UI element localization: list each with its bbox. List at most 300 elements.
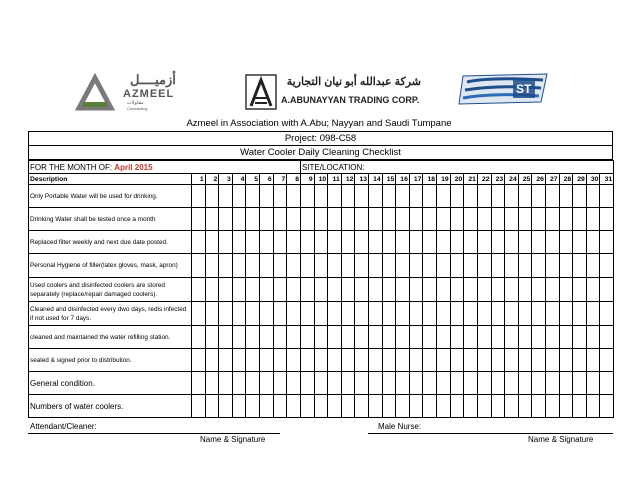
- day-check-cell[interactable]: [423, 349, 437, 372]
- day-check-cell[interactable]: [532, 372, 546, 395]
- day-check-cell[interactable]: [559, 254, 573, 278]
- day-check-cell[interactable]: [232, 231, 246, 254]
- day-check-cell[interactable]: [559, 231, 573, 254]
- day-check-cell[interactable]: [573, 208, 587, 231]
- day-check-cell[interactable]: [600, 326, 614, 349]
- day-check-cell[interactable]: [341, 372, 355, 395]
- day-check-cell[interactable]: [219, 372, 233, 395]
- day-check-cell[interactable]: [300, 349, 314, 372]
- day-check-cell[interactable]: [192, 254, 206, 278]
- day-check-cell[interactable]: [192, 395, 206, 418]
- day-check-cell[interactable]: [573, 254, 587, 278]
- day-check-cell[interactable]: [205, 231, 219, 254]
- day-check-cell[interactable]: [355, 208, 369, 231]
- day-check-cell[interactable]: [355, 395, 369, 418]
- day-check-cell[interactable]: [246, 231, 260, 254]
- day-check-cell[interactable]: [287, 231, 301, 254]
- day-check-cell[interactable]: [287, 395, 301, 418]
- day-check-cell[interactable]: [355, 278, 369, 302]
- day-check-cell[interactable]: [314, 349, 328, 372]
- day-check-cell[interactable]: [260, 349, 274, 372]
- day-check-cell[interactable]: [246, 349, 260, 372]
- day-check-cell[interactable]: [273, 208, 287, 231]
- day-check-cell[interactable]: [545, 254, 559, 278]
- day-check-cell[interactable]: [437, 254, 451, 278]
- day-check-cell[interactable]: [287, 349, 301, 372]
- day-check-cell[interactable]: [600, 278, 614, 302]
- day-check-cell[interactable]: [219, 208, 233, 231]
- day-check-cell[interactable]: [464, 395, 478, 418]
- day-check-cell[interactable]: [396, 278, 410, 302]
- day-check-cell[interactable]: [232, 349, 246, 372]
- day-check-cell[interactable]: [409, 231, 423, 254]
- day-check-cell[interactable]: [314, 395, 328, 418]
- day-check-cell[interactable]: [532, 278, 546, 302]
- day-check-cell[interactable]: [464, 231, 478, 254]
- day-check-cell[interactable]: [545, 208, 559, 231]
- day-check-cell[interactable]: [586, 302, 600, 326]
- day-check-cell[interactable]: [369, 278, 383, 302]
- day-check-cell[interactable]: [573, 185, 587, 208]
- day-check-cell[interactable]: [518, 302, 532, 326]
- day-check-cell[interactable]: [600, 302, 614, 326]
- day-check-cell[interactable]: [192, 231, 206, 254]
- day-check-cell[interactable]: [287, 208, 301, 231]
- day-check-cell[interactable]: [491, 278, 505, 302]
- day-check-cell[interactable]: [246, 254, 260, 278]
- day-check-cell[interactable]: [287, 302, 301, 326]
- day-check-cell[interactable]: [219, 302, 233, 326]
- day-check-cell[interactable]: [491, 372, 505, 395]
- day-check-cell[interactable]: [341, 231, 355, 254]
- day-check-cell[interactable]: [205, 349, 219, 372]
- day-check-cell[interactable]: [409, 278, 423, 302]
- day-check-cell[interactable]: [409, 372, 423, 395]
- day-check-cell[interactable]: [396, 395, 410, 418]
- day-check-cell[interactable]: [205, 302, 219, 326]
- day-check-cell[interactable]: [423, 208, 437, 231]
- day-check-cell[interactable]: [314, 185, 328, 208]
- day-check-cell[interactable]: [518, 326, 532, 349]
- day-check-cell[interactable]: [586, 395, 600, 418]
- day-check-cell[interactable]: [287, 185, 301, 208]
- day-check-cell[interactable]: [518, 185, 532, 208]
- day-check-cell[interactable]: [273, 349, 287, 372]
- day-check-cell[interactable]: [219, 254, 233, 278]
- day-check-cell[interactable]: [328, 278, 342, 302]
- day-check-cell[interactable]: [559, 349, 573, 372]
- day-check-cell[interactable]: [314, 254, 328, 278]
- day-check-cell[interactable]: [355, 372, 369, 395]
- day-check-cell[interactable]: [300, 395, 314, 418]
- day-check-cell[interactable]: [192, 208, 206, 231]
- day-check-cell[interactable]: [300, 208, 314, 231]
- day-check-cell[interactable]: [464, 278, 478, 302]
- day-check-cell[interactable]: [328, 395, 342, 418]
- day-check-cell[interactable]: [559, 372, 573, 395]
- day-check-cell[interactable]: [369, 372, 383, 395]
- day-check-cell[interactable]: [573, 395, 587, 418]
- day-check-cell[interactable]: [355, 231, 369, 254]
- day-check-cell[interactable]: [491, 349, 505, 372]
- day-check-cell[interactable]: [518, 231, 532, 254]
- day-check-cell[interactable]: [260, 395, 274, 418]
- day-check-cell[interactable]: [409, 254, 423, 278]
- day-check-cell[interactable]: [355, 302, 369, 326]
- day-check-cell[interactable]: [205, 254, 219, 278]
- day-check-cell[interactable]: [205, 372, 219, 395]
- day-check-cell[interactable]: [600, 372, 614, 395]
- day-check-cell[interactable]: [573, 349, 587, 372]
- day-check-cell[interactable]: [409, 208, 423, 231]
- day-check-cell[interactable]: [600, 395, 614, 418]
- day-check-cell[interactable]: [382, 278, 396, 302]
- day-check-cell[interactable]: [396, 254, 410, 278]
- day-check-cell[interactable]: [232, 254, 246, 278]
- day-check-cell[interactable]: [518, 372, 532, 395]
- day-check-cell[interactable]: [600, 231, 614, 254]
- day-check-cell[interactable]: [273, 185, 287, 208]
- day-check-cell[interactable]: [246, 372, 260, 395]
- day-check-cell[interactable]: [369, 208, 383, 231]
- day-check-cell[interactable]: [246, 302, 260, 326]
- day-check-cell[interactable]: [559, 185, 573, 208]
- day-check-cell[interactable]: [287, 278, 301, 302]
- day-check-cell[interactable]: [382, 349, 396, 372]
- day-check-cell[interactable]: [341, 395, 355, 418]
- day-check-cell[interactable]: [369, 349, 383, 372]
- day-check-cell[interactable]: [328, 254, 342, 278]
- day-check-cell[interactable]: [396, 326, 410, 349]
- day-check-cell[interactable]: [287, 254, 301, 278]
- day-check-cell[interactable]: [314, 372, 328, 395]
- day-check-cell[interactable]: [341, 185, 355, 208]
- day-check-cell[interactable]: [491, 395, 505, 418]
- day-check-cell[interactable]: [409, 395, 423, 418]
- day-check-cell[interactable]: [369, 326, 383, 349]
- day-check-cell[interactable]: [532, 185, 546, 208]
- day-check-cell[interactable]: [382, 254, 396, 278]
- day-check-cell[interactable]: [205, 208, 219, 231]
- day-check-cell[interactable]: [260, 278, 274, 302]
- day-check-cell[interactable]: [260, 254, 274, 278]
- day-check-cell[interactable]: [300, 326, 314, 349]
- day-check-cell[interactable]: [532, 231, 546, 254]
- day-check-cell[interactable]: [600, 185, 614, 208]
- day-check-cell[interactable]: [532, 326, 546, 349]
- day-check-cell[interactable]: [246, 185, 260, 208]
- day-check-cell[interactable]: [518, 349, 532, 372]
- day-check-cell[interactable]: [328, 326, 342, 349]
- day-check-cell[interactable]: [192, 349, 206, 372]
- day-check-cell[interactable]: [396, 231, 410, 254]
- day-check-cell[interactable]: [219, 185, 233, 208]
- day-check-cell[interactable]: [545, 372, 559, 395]
- day-check-cell[interactable]: [369, 185, 383, 208]
- day-check-cell[interactable]: [205, 326, 219, 349]
- day-check-cell[interactable]: [450, 254, 464, 278]
- day-check-cell[interactable]: [273, 395, 287, 418]
- day-check-cell[interactable]: [545, 326, 559, 349]
- day-check-cell[interactable]: [409, 326, 423, 349]
- day-check-cell[interactable]: [246, 326, 260, 349]
- day-check-cell[interactable]: [192, 372, 206, 395]
- day-check-cell[interactable]: [219, 278, 233, 302]
- day-check-cell[interactable]: [600, 349, 614, 372]
- day-check-cell[interactable]: [573, 302, 587, 326]
- day-check-cell[interactable]: [505, 395, 519, 418]
- day-check-cell[interactable]: [437, 349, 451, 372]
- day-check-cell[interactable]: [409, 349, 423, 372]
- day-check-cell[interactable]: [341, 278, 355, 302]
- day-check-cell[interactable]: [518, 208, 532, 231]
- day-check-cell[interactable]: [477, 254, 491, 278]
- day-check-cell[interactable]: [464, 208, 478, 231]
- day-check-cell[interactable]: [464, 349, 478, 372]
- day-check-cell[interactable]: [491, 208, 505, 231]
- day-check-cell[interactable]: [314, 326, 328, 349]
- day-check-cell[interactable]: [219, 349, 233, 372]
- day-check-cell[interactable]: [559, 326, 573, 349]
- day-check-cell[interactable]: [287, 372, 301, 395]
- day-check-cell[interactable]: [341, 254, 355, 278]
- day-check-cell[interactable]: [437, 302, 451, 326]
- day-check-cell[interactable]: [464, 254, 478, 278]
- day-check-cell[interactable]: [532, 395, 546, 418]
- day-check-cell[interactable]: [273, 302, 287, 326]
- day-check-cell[interactable]: [505, 254, 519, 278]
- day-check-cell[interactable]: [205, 185, 219, 208]
- day-check-cell[interactable]: [260, 302, 274, 326]
- day-check-cell[interactable]: [328, 231, 342, 254]
- day-check-cell[interactable]: [545, 349, 559, 372]
- day-check-cell[interactable]: [314, 278, 328, 302]
- day-check-cell[interactable]: [369, 231, 383, 254]
- day-check-cell[interactable]: [423, 372, 437, 395]
- day-check-cell[interactable]: [545, 278, 559, 302]
- day-check-cell[interactable]: [260, 185, 274, 208]
- day-check-cell[interactable]: [450, 208, 464, 231]
- day-check-cell[interactable]: [205, 278, 219, 302]
- day-check-cell[interactable]: [382, 326, 396, 349]
- day-check-cell[interactable]: [205, 395, 219, 418]
- day-check-cell[interactable]: [437, 326, 451, 349]
- day-check-cell[interactable]: [505, 326, 519, 349]
- day-check-cell[interactable]: [369, 254, 383, 278]
- day-check-cell[interactable]: [232, 278, 246, 302]
- day-check-cell[interactable]: [382, 302, 396, 326]
- day-check-cell[interactable]: [369, 395, 383, 418]
- day-check-cell[interactable]: [232, 302, 246, 326]
- day-check-cell[interactable]: [396, 372, 410, 395]
- day-check-cell[interactable]: [532, 208, 546, 231]
- day-check-cell[interactable]: [586, 372, 600, 395]
- day-check-cell[interactable]: [300, 278, 314, 302]
- day-check-cell[interactable]: [192, 185, 206, 208]
- day-check-cell[interactable]: [232, 326, 246, 349]
- day-check-cell[interactable]: [423, 326, 437, 349]
- day-check-cell[interactable]: [505, 302, 519, 326]
- day-check-cell[interactable]: [518, 254, 532, 278]
- day-check-cell[interactable]: [314, 231, 328, 254]
- day-check-cell[interactable]: [341, 349, 355, 372]
- day-check-cell[interactable]: [423, 185, 437, 208]
- day-check-cell[interactable]: [545, 231, 559, 254]
- day-check-cell[interactable]: [477, 185, 491, 208]
- day-check-cell[interactable]: [559, 395, 573, 418]
- day-check-cell[interactable]: [573, 231, 587, 254]
- day-check-cell[interactable]: [423, 254, 437, 278]
- day-check-cell[interactable]: [273, 254, 287, 278]
- day-check-cell[interactable]: [232, 395, 246, 418]
- day-check-cell[interactable]: [477, 278, 491, 302]
- day-check-cell[interactable]: [477, 372, 491, 395]
- day-check-cell[interactable]: [219, 326, 233, 349]
- day-check-cell[interactable]: [532, 349, 546, 372]
- day-check-cell[interactable]: [532, 302, 546, 326]
- day-check-cell[interactable]: [409, 302, 423, 326]
- day-check-cell[interactable]: [545, 302, 559, 326]
- day-check-cell[interactable]: [586, 278, 600, 302]
- day-check-cell[interactable]: [450, 326, 464, 349]
- day-check-cell[interactable]: [437, 278, 451, 302]
- day-check-cell[interactable]: [396, 302, 410, 326]
- day-check-cell[interactable]: [491, 302, 505, 326]
- day-check-cell[interactable]: [477, 302, 491, 326]
- day-check-cell[interactable]: [464, 326, 478, 349]
- day-check-cell[interactable]: [464, 302, 478, 326]
- day-check-cell[interactable]: [314, 208, 328, 231]
- day-check-cell[interactable]: [192, 278, 206, 302]
- day-check-cell[interactable]: [300, 302, 314, 326]
- day-check-cell[interactable]: [532, 254, 546, 278]
- day-check-cell[interactable]: [246, 278, 260, 302]
- day-check-cell[interactable]: [477, 349, 491, 372]
- day-check-cell[interactable]: [450, 231, 464, 254]
- day-check-cell[interactable]: [369, 302, 383, 326]
- day-check-cell[interactable]: [219, 231, 233, 254]
- day-check-cell[interactable]: [505, 372, 519, 395]
- day-check-cell[interactable]: [328, 302, 342, 326]
- day-check-cell[interactable]: [437, 372, 451, 395]
- day-check-cell[interactable]: [232, 372, 246, 395]
- day-check-cell[interactable]: [505, 349, 519, 372]
- day-check-cell[interactable]: [341, 208, 355, 231]
- day-check-cell[interactable]: [477, 326, 491, 349]
- day-check-cell[interactable]: [423, 395, 437, 418]
- day-check-cell[interactable]: [246, 395, 260, 418]
- day-check-cell[interactable]: [437, 208, 451, 231]
- day-check-cell[interactable]: [586, 185, 600, 208]
- day-check-cell[interactable]: [260, 372, 274, 395]
- day-check-cell[interactable]: [273, 231, 287, 254]
- day-check-cell[interactable]: [559, 208, 573, 231]
- day-check-cell[interactable]: [341, 302, 355, 326]
- day-check-cell[interactable]: [382, 395, 396, 418]
- day-check-cell[interactable]: [505, 231, 519, 254]
- day-check-cell[interactable]: [450, 302, 464, 326]
- day-check-cell[interactable]: [573, 372, 587, 395]
- day-check-cell[interactable]: [600, 254, 614, 278]
- day-check-cell[interactable]: [273, 326, 287, 349]
- day-check-cell[interactable]: [423, 278, 437, 302]
- day-check-cell[interactable]: [450, 278, 464, 302]
- day-check-cell[interactable]: [573, 326, 587, 349]
- day-check-cell[interactable]: [232, 208, 246, 231]
- day-check-cell[interactable]: [314, 302, 328, 326]
- day-check-cell[interactable]: [491, 326, 505, 349]
- day-check-cell[interactable]: [260, 326, 274, 349]
- day-check-cell[interactable]: [586, 326, 600, 349]
- day-check-cell[interactable]: [328, 372, 342, 395]
- day-check-cell[interactable]: [600, 208, 614, 231]
- day-check-cell[interactable]: [300, 185, 314, 208]
- day-check-cell[interactable]: [559, 302, 573, 326]
- day-check-cell[interactable]: [464, 372, 478, 395]
- day-check-cell[interactable]: [450, 372, 464, 395]
- day-check-cell[interactable]: [260, 231, 274, 254]
- day-check-cell[interactable]: [573, 278, 587, 302]
- day-check-cell[interactable]: [232, 185, 246, 208]
- day-check-cell[interactable]: [545, 395, 559, 418]
- day-check-cell[interactable]: [355, 185, 369, 208]
- day-check-cell[interactable]: [477, 231, 491, 254]
- day-check-cell[interactable]: [491, 254, 505, 278]
- day-check-cell[interactable]: [396, 349, 410, 372]
- day-check-cell[interactable]: [355, 326, 369, 349]
- day-check-cell[interactable]: [586, 349, 600, 372]
- day-check-cell[interactable]: [477, 208, 491, 231]
- day-check-cell[interactable]: [545, 185, 559, 208]
- day-check-cell[interactable]: [300, 372, 314, 395]
- day-check-cell[interactable]: [464, 185, 478, 208]
- day-check-cell[interactable]: [328, 208, 342, 231]
- day-check-cell[interactable]: [382, 231, 396, 254]
- day-check-cell[interactable]: [287, 326, 301, 349]
- day-check-cell[interactable]: [450, 185, 464, 208]
- day-check-cell[interactable]: [586, 254, 600, 278]
- day-check-cell[interactable]: [437, 231, 451, 254]
- day-check-cell[interactable]: [246, 208, 260, 231]
- day-check-cell[interactable]: [450, 349, 464, 372]
- day-check-cell[interactable]: [382, 185, 396, 208]
- day-check-cell[interactable]: [382, 372, 396, 395]
- day-check-cell[interactable]: [273, 278, 287, 302]
- day-check-cell[interactable]: [219, 395, 233, 418]
- day-check-cell[interactable]: [586, 208, 600, 231]
- day-check-cell[interactable]: [300, 231, 314, 254]
- day-check-cell[interactable]: [491, 231, 505, 254]
- day-check-cell[interactable]: [423, 231, 437, 254]
- day-check-cell[interactable]: [328, 349, 342, 372]
- day-check-cell[interactable]: [355, 254, 369, 278]
- day-check-cell[interactable]: [273, 372, 287, 395]
- day-check-cell[interactable]: [409, 185, 423, 208]
- day-check-cell[interactable]: [450, 395, 464, 418]
- day-check-cell[interactable]: [505, 208, 519, 231]
- day-check-cell[interactable]: [518, 278, 532, 302]
- day-check-cell[interactable]: [559, 278, 573, 302]
- day-check-cell[interactable]: [192, 326, 206, 349]
- day-check-cell[interactable]: [518, 395, 532, 418]
- day-check-cell[interactable]: [341, 326, 355, 349]
- day-check-cell[interactable]: [192, 302, 206, 326]
- day-check-cell[interactable]: [328, 185, 342, 208]
- day-check-cell[interactable]: [355, 349, 369, 372]
- day-check-cell[interactable]: [437, 395, 451, 418]
- day-check-cell[interactable]: [260, 208, 274, 231]
- day-check-cell[interactable]: [477, 395, 491, 418]
